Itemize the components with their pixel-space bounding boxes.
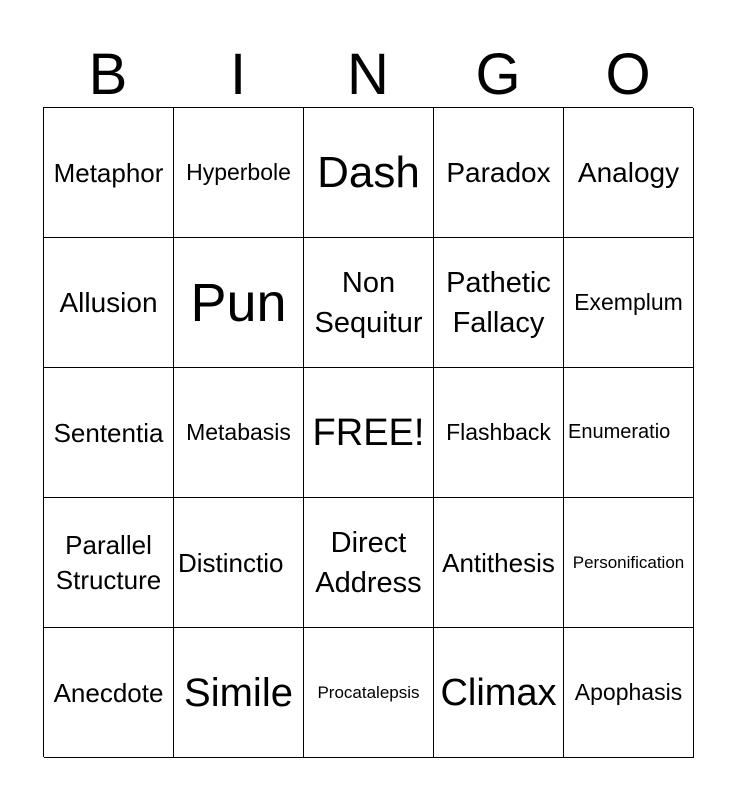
free-space-label: FREE! bbox=[312, 411, 425, 454]
bingo-cell[interactable] bbox=[174, 368, 304, 498]
header-letter-b: B bbox=[88, 42, 128, 107]
cell-label: Distinctio bbox=[178, 547, 284, 578]
bingo-cell[interactable] bbox=[304, 628, 434, 758]
cell-label: Paradox bbox=[446, 156, 551, 188]
bingo-cell[interactable] bbox=[44, 628, 174, 758]
bingo-board bbox=[43, 107, 693, 757]
cell-label: Metaphor bbox=[53, 157, 164, 188]
cell-label: Allusion bbox=[59, 286, 158, 318]
header-letter-n: N bbox=[347, 42, 389, 107]
cell-label: Direct Address bbox=[315, 526, 422, 599]
bingo-cell[interactable] bbox=[564, 108, 694, 238]
bingo-cell[interactable] bbox=[304, 238, 434, 368]
cell-label: Climax bbox=[440, 671, 557, 714]
cell-label: Metabasis bbox=[186, 419, 291, 445]
cell-label: Antithesis bbox=[442, 547, 555, 578]
cell-label: Analogy bbox=[577, 156, 680, 188]
cell-label: Personification bbox=[572, 552, 685, 572]
bingo-cell[interactable] bbox=[304, 498, 434, 628]
bingo-cell[interactable] bbox=[44, 368, 174, 498]
header-letter-o: O bbox=[605, 42, 651, 107]
cell-label: Hyperbole bbox=[186, 159, 291, 185]
cell-label: Simile bbox=[184, 670, 293, 715]
bingo-cell[interactable] bbox=[434, 368, 564, 498]
bingo-cell[interactable] bbox=[44, 498, 174, 628]
cell-label: Exemplum bbox=[574, 289, 683, 315]
bingo-cell[interactable] bbox=[564, 238, 694, 368]
header-letter-g: G bbox=[475, 42, 521, 107]
bingo-cell[interactable] bbox=[564, 368, 694, 498]
bingo-cell[interactable] bbox=[434, 628, 564, 758]
cell-label: Pun bbox=[190, 272, 287, 333]
bingo-cell[interactable] bbox=[44, 108, 174, 238]
bingo-cell[interactable] bbox=[44, 238, 174, 368]
cell-label: Non Sequitur bbox=[314, 266, 423, 339]
cell-label: Pathetic Fallacy bbox=[446, 266, 551, 339]
bingo-cell[interactable] bbox=[434, 498, 564, 628]
cell-label: Procatalepsis bbox=[317, 682, 420, 702]
cell-label: Parallel Structure bbox=[55, 529, 162, 595]
bingo-cell[interactable] bbox=[174, 498, 304, 628]
cell-label: Sententia bbox=[53, 417, 164, 448]
cell-label: Dash bbox=[317, 147, 420, 197]
bingo-cell[interactable] bbox=[304, 108, 434, 238]
bingo-cell[interactable] bbox=[564, 628, 694, 758]
header-letter-i: I bbox=[229, 42, 247, 107]
cell-label: Enumeratio bbox=[568, 421, 671, 443]
bingo-cell[interactable] bbox=[434, 108, 564, 238]
bingo-free-space[interactable] bbox=[304, 368, 434, 498]
bingo-cell[interactable] bbox=[174, 238, 304, 368]
bingo-header bbox=[43, 42, 693, 108]
bingo-cell[interactable] bbox=[174, 108, 304, 238]
cell-label: Anecdote bbox=[53, 677, 164, 708]
bingo-cell[interactable] bbox=[174, 628, 304, 758]
cell-label: Apophasis bbox=[574, 679, 683, 705]
bingo-cell[interactable] bbox=[434, 238, 564, 368]
cell-label: Flashback bbox=[446, 419, 551, 445]
bingo-cell[interactable] bbox=[564, 498, 694, 628]
